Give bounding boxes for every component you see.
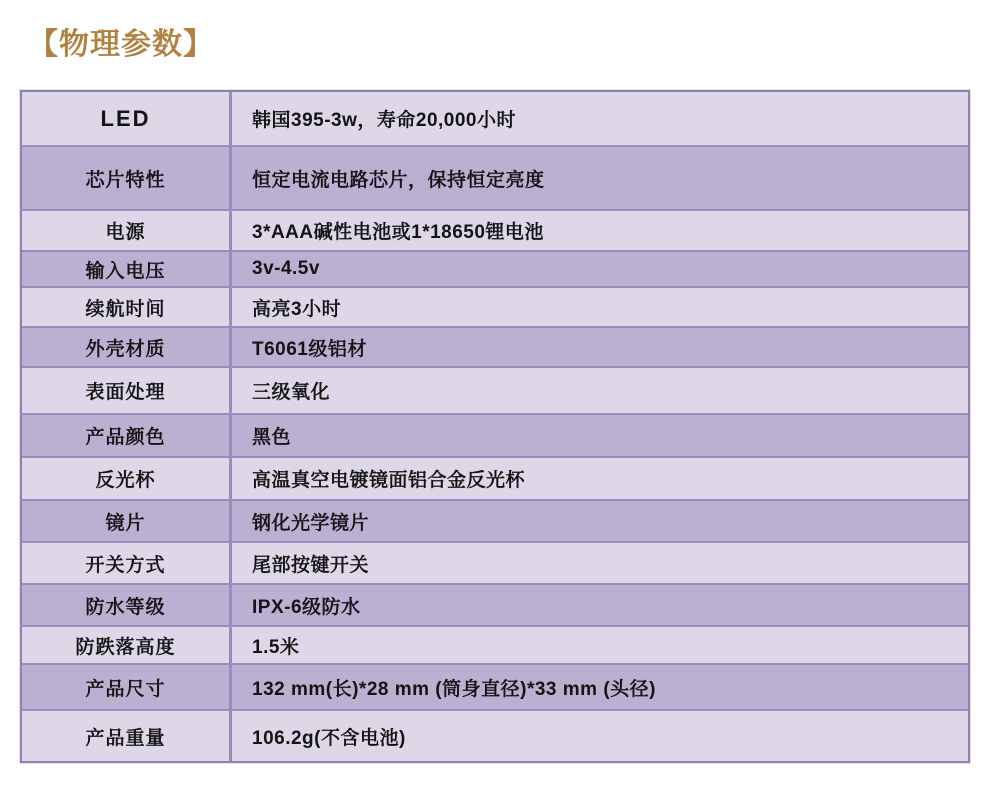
row-value: 1.5米 [252,636,300,658]
table-row [22,625,968,663]
row-label: 开关方式 [22,543,232,583]
row-value: 3*AAA碱性电池或1*18650锂电池 [252,222,544,243]
spec-table [20,90,970,763]
row-value: 黑色 [252,427,292,448]
row-value: 106.2g(不含电池) [252,727,406,749]
row-label: 输入电压 [22,252,232,286]
table-row [22,456,968,499]
row-value: 尾部按键开关 [252,554,370,576]
table-row [22,709,968,761]
row-label: 表面处理 [22,368,232,413]
table-row [22,663,968,709]
table-row [22,413,968,456]
row-label: 外壳材质 [22,328,232,366]
row-label: 芯片特性 [22,147,232,209]
row-value: 132 mm(长)*28 mm (筒身直径)*33 mm (头径) [252,678,656,700]
row-value: 三级氧化 [252,382,331,403]
row-value: IPX-6级防水 [252,596,361,618]
table-row [22,145,968,209]
row-label: 产品尺寸 [22,665,232,709]
page-title: 【物理参数】 [28,28,214,61]
row-value: 3v-4.5v [252,258,320,279]
table-row [22,92,968,145]
table-row [22,541,968,583]
row-label: LED [22,92,232,145]
row-label: 镜片 [22,501,232,541]
row-value: 钢化光学镜片 [252,512,370,534]
row-label: 产品颜色 [22,415,232,456]
row-label: 电源 [22,211,232,250]
row-label: 续航时间 [22,288,232,326]
row-value: T6061级铝材 [252,338,367,360]
table-row [22,209,968,250]
table-row [22,366,968,413]
table-row [22,326,968,366]
row-label: 反光杯 [22,458,232,499]
table-row [22,286,968,326]
row-label: 防水等级 [22,585,232,625]
table-row [22,499,968,541]
row-value: 高亮3小时 [252,298,342,320]
table-row [22,250,968,286]
table-row [22,583,968,625]
row-value: 高温真空电镀镜面铝合金反光杯 [252,470,526,491]
row-value: 韩国395-3w，寿命20,000小时 [252,110,516,131]
row-label: 防跌落高度 [22,627,232,663]
row-label: 产品重量 [22,711,232,761]
row-value: 恒定电流电路芯片，保持恒定亮度 [252,169,545,191]
